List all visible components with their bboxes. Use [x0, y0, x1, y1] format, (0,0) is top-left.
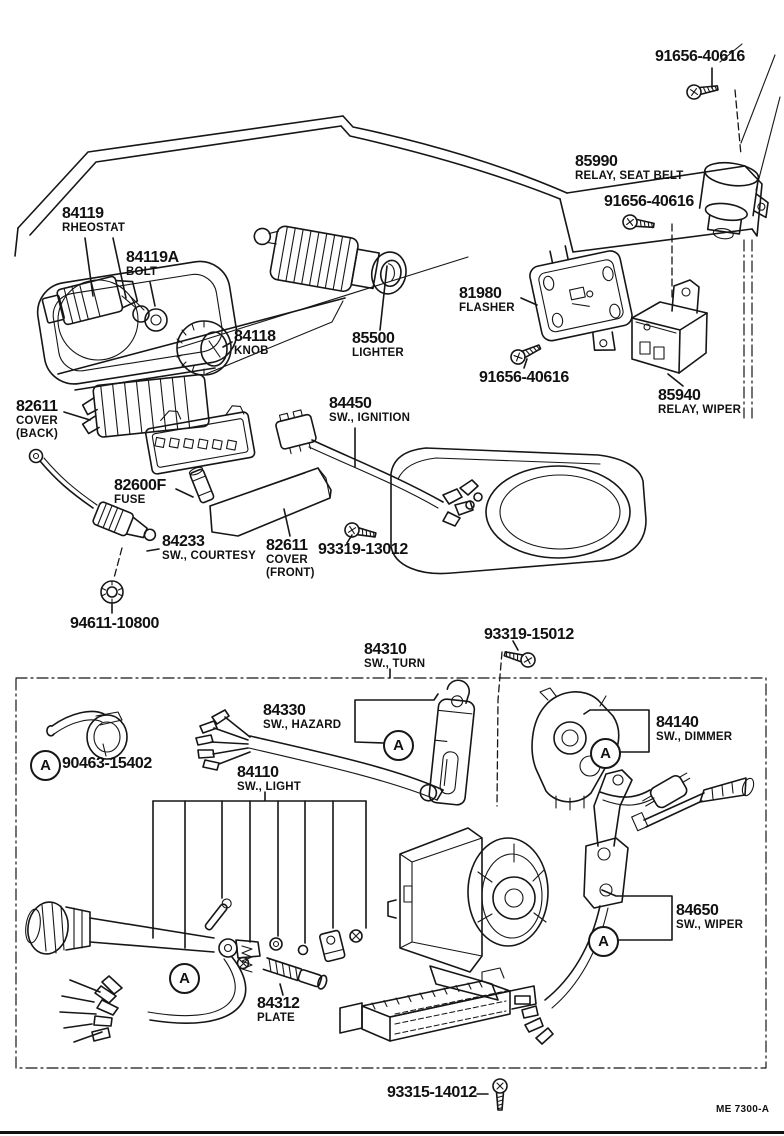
- label-sw-light: [237, 764, 301, 794]
- flasher-drawing: [525, 235, 638, 364]
- label-sw-hazard: [263, 702, 341, 732]
- part-number: 84233: [162, 533, 205, 550]
- cover-back-drawing: [79, 374, 210, 439]
- label-rheostat: [62, 205, 125, 235]
- small-parts-drawing: [203, 897, 362, 972]
- part-number: 81980: [459, 285, 502, 302]
- plate-drawing: [238, 957, 329, 990]
- callout-letter: A: [598, 933, 609, 950]
- part-number: 85500: [352, 330, 395, 347]
- part-number: 82611: [266, 537, 308, 554]
- callout-letter: A: [179, 970, 190, 987]
- part-number: 82611: [16, 398, 58, 415]
- callout-a-wiper: [588, 926, 619, 957]
- callout-a-hazard: [383, 730, 414, 761]
- part-name: KNOB: [234, 345, 269, 358]
- label-screw-cover: [318, 541, 408, 558]
- part-number: 84330: [263, 702, 306, 719]
- turn-switch-drawing: [420, 678, 478, 806]
- knob-drawing: [177, 321, 231, 375]
- callout-a-clamp: [30, 750, 61, 781]
- label-bolt-flasher: [479, 369, 569, 386]
- fuse-drawing: [188, 466, 214, 504]
- part-number: 90463-15402: [62, 755, 152, 772]
- screw-mid-drawing: [622, 214, 672, 300]
- part-number: 94611-10800: [70, 615, 160, 632]
- leader-dashed-turn-screw: [497, 652, 502, 806]
- part-name: SW., TURN: [364, 658, 426, 671]
- part-number: 84110: [237, 764, 279, 781]
- label-lighter: [352, 330, 404, 360]
- part-name-2: (FRONT): [266, 566, 315, 579]
- part-number: 91656-40616: [604, 193, 694, 210]
- part-name: RELAY, WIPER: [658, 404, 742, 417]
- part-number: 82600F: [114, 477, 166, 494]
- combination-switch-drawing: [388, 770, 632, 1000]
- label-fuse: [114, 477, 166, 507]
- part-number: 84310: [364, 641, 407, 658]
- label-flasher: [459, 285, 515, 315]
- part-number: 85940: [658, 387, 701, 404]
- label-screw-turn: [484, 626, 574, 643]
- label-relay-wiper: [658, 387, 741, 417]
- part-name: SW., WIPER: [676, 919, 744, 932]
- part-number: 84312: [257, 995, 300, 1012]
- drawing-code: [716, 1104, 769, 1115]
- part-name: SW., IGNITION: [329, 412, 411, 425]
- label-sw-courtesy: [162, 533, 256, 563]
- lighter-drawing: [247, 221, 410, 301]
- part-number: 84650: [676, 902, 719, 919]
- part-name: LIGHTER: [352, 347, 404, 360]
- label-relay-seat-belt: [575, 153, 683, 183]
- label-bolt-top: [655, 48, 745, 65]
- part-number: 93319-13012: [318, 541, 408, 558]
- callout-a-dimmer: [590, 738, 621, 769]
- clamp-drawing: [47, 711, 127, 759]
- cover-front-drawing: [210, 468, 331, 536]
- callout-a-light: [169, 963, 200, 994]
- connector-strip-drawing: [340, 968, 536, 1041]
- fuse-block-drawing: [143, 398, 256, 475]
- label-sw-turn: [364, 641, 425, 671]
- label-bolt-mid: [604, 193, 694, 210]
- part-number: 84450: [329, 395, 372, 412]
- part-name: COVER: [16, 415, 58, 428]
- part-name: SW., HAZARD: [263, 719, 342, 732]
- drawing-code-text: ME 7300-A: [716, 1104, 770, 1115]
- label-screw-bottom: [387, 1084, 477, 1101]
- callout-letter: A: [40, 757, 51, 774]
- part-name: RHEOSTAT: [62, 222, 126, 235]
- part-number: 84119: [62, 205, 104, 222]
- courtesy-switch-drawing: [30, 450, 160, 579]
- relay-wiper-drawing: [632, 280, 707, 373]
- part-number: 91656-40616: [655, 48, 745, 65]
- screw-top-drawing: [686, 81, 741, 155]
- light-switch-drawing: [24, 899, 260, 1042]
- part-number: 93319-15012: [484, 626, 574, 643]
- part-name: SW., LIGHT: [237, 781, 301, 794]
- part-number: 93315-14012: [387, 1084, 477, 1101]
- part-number: 84119A: [126, 249, 179, 266]
- part-number: 84118: [234, 328, 276, 345]
- bottom-edge-bar: [0, 1131, 784, 1134]
- part-number: 91656-40616: [479, 369, 569, 386]
- part-name: PLATE: [257, 1012, 295, 1025]
- part-number: 85990: [575, 153, 618, 170]
- part-name: SW., DIMMER: [656, 731, 733, 744]
- part-number: 84140: [656, 714, 699, 731]
- label-cover-back: [16, 398, 58, 440]
- label-plate: [257, 995, 300, 1025]
- callout-letter: A: [600, 745, 611, 762]
- part-name: RELAY, SEAT BELT: [575, 170, 684, 183]
- nut-drawing: [101, 581, 123, 603]
- column-housing-drawing: [391, 448, 646, 574]
- label-knob: [234, 328, 276, 358]
- label-sw-ignition: [329, 395, 410, 425]
- part-name: BOLT: [126, 266, 158, 279]
- screw-turn-drawing: [503, 647, 537, 669]
- part-name: FUSE: [114, 494, 146, 507]
- label-nut: [70, 615, 159, 632]
- label-clamp: [62, 755, 152, 772]
- label-cover-front: [266, 537, 315, 579]
- part-name-2: (BACK): [16, 427, 59, 440]
- label-sw-wiper: [676, 902, 743, 932]
- screw-bottom-drawing: [493, 1079, 507, 1110]
- dashboard-drawing: [15, 44, 780, 418]
- part-name: COVER: [266, 554, 308, 567]
- callout-letter: A: [393, 737, 404, 754]
- label-rheostat-bolt: [126, 249, 179, 279]
- part-name: FLASHER: [459, 302, 515, 315]
- part-name: SW., COURTESY: [162, 550, 256, 563]
- label-sw-dimmer: [656, 714, 732, 744]
